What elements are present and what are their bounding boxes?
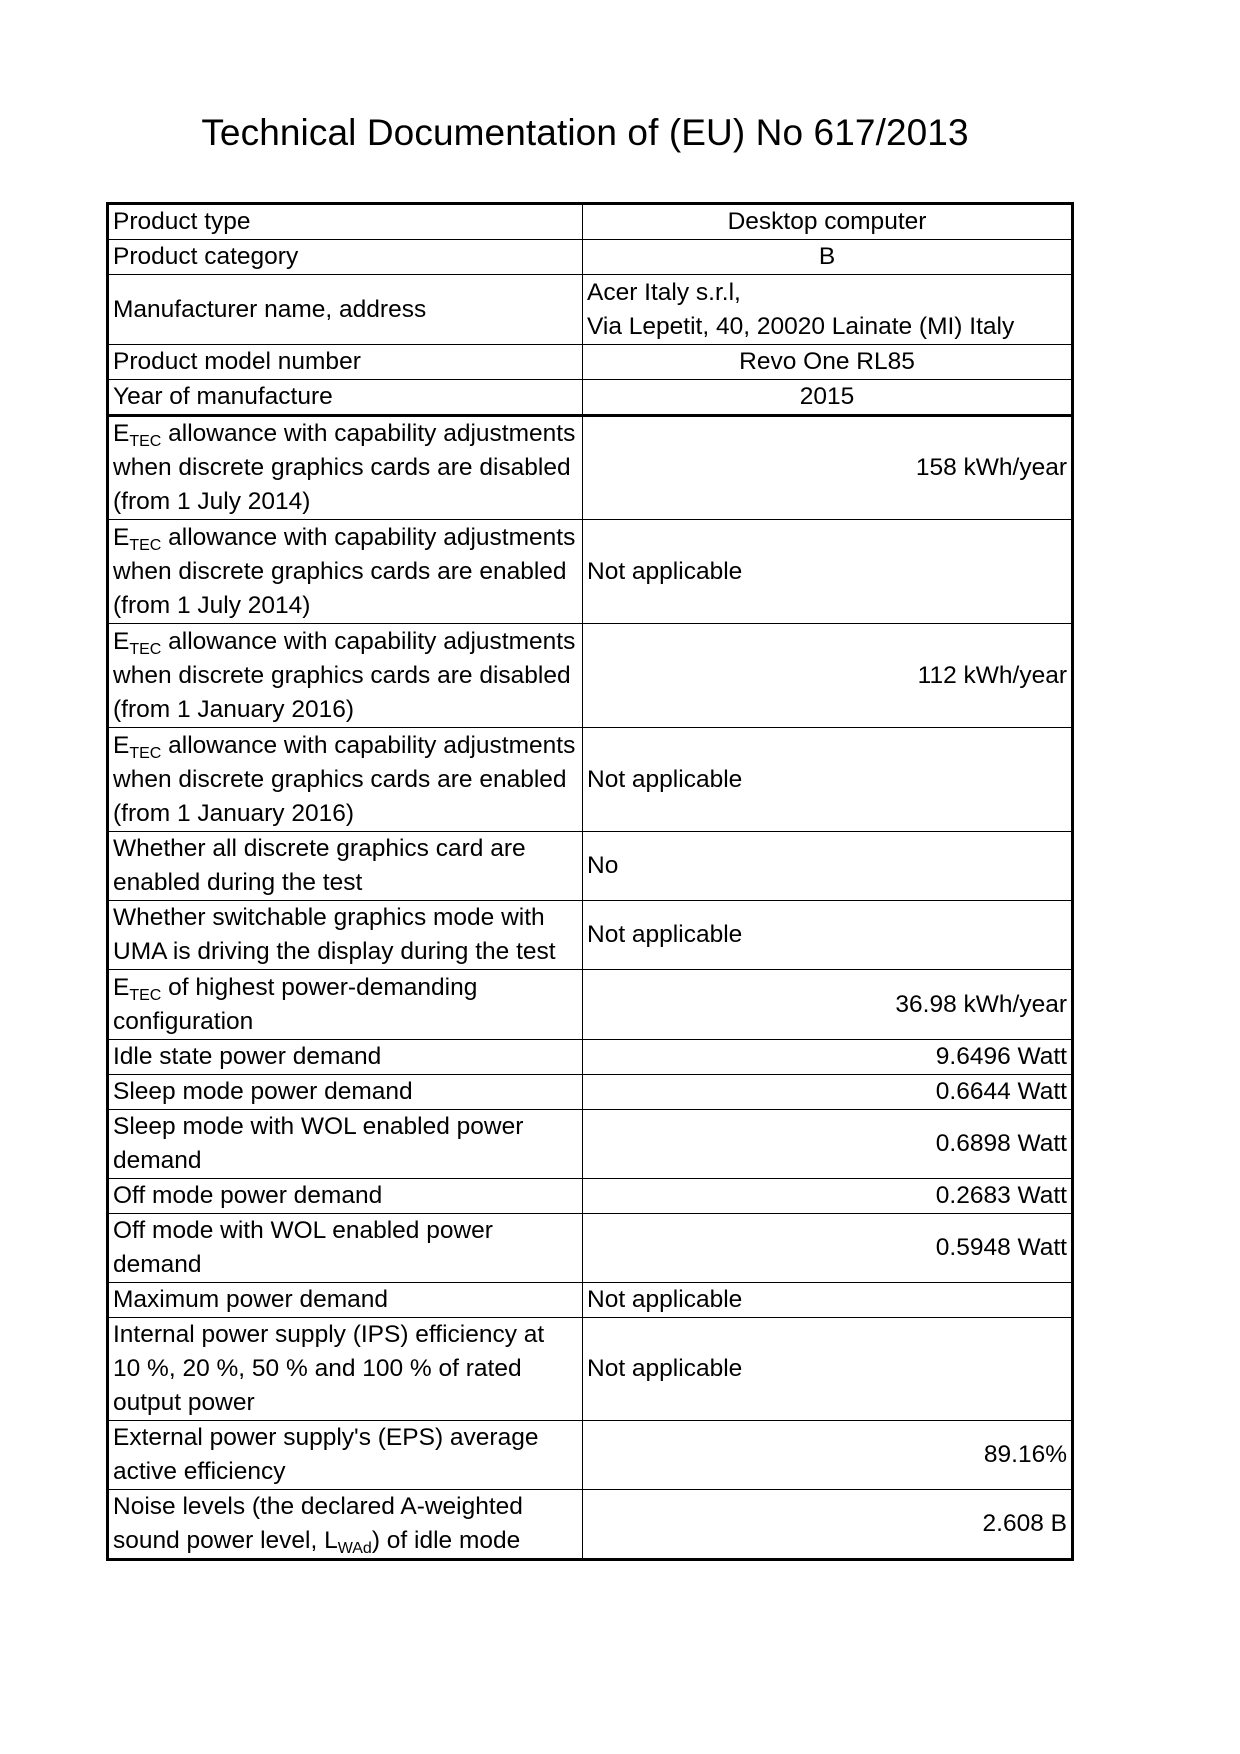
row-label: Off mode power demand (108, 1179, 583, 1214)
table-row (108, 240, 1073, 275)
row-label: $E_{TEC}$ allowance with capability adjustments when discrete graphics cards are disabled (from 1 July 2014) (108, 416, 583, 520)
spec-table (106, 202, 1074, 1561)
row-label: External power supply's (EPS) average active efficiency (108, 1421, 583, 1490)
table-row (108, 728, 1073, 832)
row-value: No (583, 832, 1073, 901)
row-value: 0.6644 Watt (583, 1075, 1073, 1110)
row-label: Whether switchable graphics mode with UMA is driving the display during the test (108, 901, 583, 970)
row-value: Not applicable (583, 728, 1073, 832)
row-label: Manufacturer name, address (108, 275, 583, 345)
row-label: Product category (108, 240, 583, 275)
table-row (108, 1040, 1073, 1075)
table-row (108, 1421, 1073, 1490)
row-label: Sleep mode power demand (108, 1075, 583, 1110)
table-row (108, 624, 1073, 728)
table-row (108, 901, 1073, 970)
row-value: Revo One RL85 (583, 345, 1073, 380)
table-row (108, 1318, 1073, 1421)
row-label: Product type (108, 204, 583, 240)
row-label: Noise levels (the declared A-weighted sound power level, $L_{WAd}$) of idle mode (108, 1490, 583, 1560)
row-label: $E_{TEC}$ of highest power-demanding configuration (108, 970, 583, 1040)
table-row (108, 832, 1073, 901)
row-value: 0.5948 Watt (583, 1214, 1073, 1283)
row-label: Year of manufacture (108, 380, 583, 416)
row-value: 158 kWh/year (583, 416, 1073, 520)
row-value: 112 kWh/year (583, 624, 1073, 728)
row-value: Not applicable (583, 1283, 1073, 1318)
row-label: $E_{TEC}$ allowance with capability adjustments when discrete graphics cards are enabled (from 1 July 2014) (108, 520, 583, 624)
row-label: $E_{TEC}$ allowance with capability adjustments when discrete graphics cards are enabled (from 1 January 2016) (108, 728, 583, 832)
table-row (108, 1283, 1073, 1318)
row-value: Not applicable (583, 520, 1073, 624)
row-label: Sleep mode with WOL enabled power demand (108, 1110, 583, 1179)
row-value: 2015 (583, 380, 1073, 416)
table-row (108, 520, 1073, 624)
row-value: 2.608 B (583, 1490, 1073, 1560)
table-row (108, 1075, 1073, 1110)
row-value: 9.6496 Watt (583, 1040, 1073, 1075)
page-title: Technical Documentation of (EU) No 617/2013 (201, 112, 969, 153)
table-row (108, 970, 1073, 1040)
row-value: B (583, 240, 1073, 275)
table-row (108, 345, 1073, 380)
table-row (108, 1490, 1073, 1560)
table-row (108, 1110, 1073, 1179)
row-value: 36.98 kWh/year (583, 970, 1073, 1040)
table-row (108, 1179, 1073, 1214)
table-row (108, 204, 1073, 240)
row-value: 0.6898 Watt (583, 1110, 1073, 1179)
row-label: Off mode with WOL enabled power demand (108, 1214, 583, 1283)
table-row (108, 416, 1073, 520)
row-label: Product model number (108, 345, 583, 380)
row-label: Internal power supply (IPS) efficiency at 10 %, 20 %, 50 % and 100 % of rated output power (108, 1318, 583, 1421)
row-label: $E_{TEC}$ allowance with capability adjustments when discrete graphics cards are disabled (from 1 January 2016) (108, 624, 583, 728)
row-value: 89.16% (583, 1421, 1073, 1490)
row-value: Desktop computer (583, 204, 1073, 240)
row-value: Not applicable (583, 1318, 1073, 1421)
row-value (583, 275, 1073, 345)
table-row (108, 1214, 1073, 1283)
address-line-2: Via Lepetit, 40, 20020 Lainate (MI) Italy (587, 312, 1015, 340)
table-row (108, 380, 1073, 416)
address-line-1: Acer Italy s.r.l, (587, 278, 741, 306)
row-value: 0.2683 Watt (583, 1179, 1073, 1214)
row-value: Not applicable (583, 901, 1073, 970)
row-label: Whether all discrete graphics card are enabled during the test (108, 832, 583, 901)
table-row (108, 275, 1073, 345)
row-label: Idle state power demand (108, 1040, 583, 1075)
row-label: Maximum power demand (108, 1283, 583, 1318)
